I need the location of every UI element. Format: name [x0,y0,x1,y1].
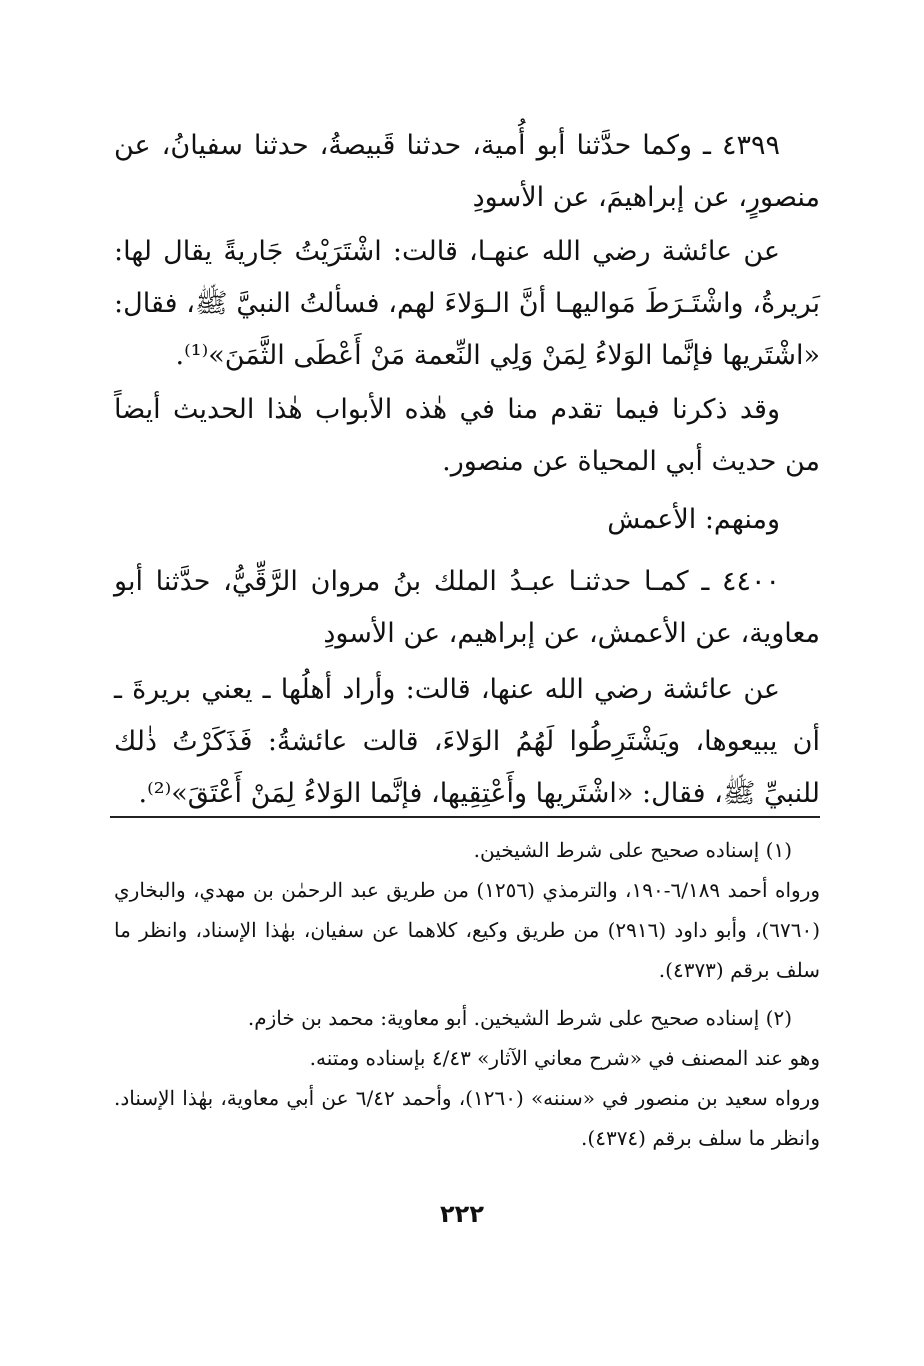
footnote-separator [110,816,820,818]
page-number: ٢٢٢ [440,1200,484,1228]
footnotes [114,830,820,1166]
section-heading-block [114,494,820,546]
footnote-2 [114,998,820,1158]
commentary-text: وقد ذكرنا فيما تقدم منا في هٰذه الأبواب هٰذا الحديث أيضاً من حديث أبي المحياة عن منصور. [114,394,820,477]
hadith-4399-matn-block [114,226,820,382]
hadith-4400-matn: عن عائشة رضي الله عنها، قالت: وأراد أهلُها ـ يعني بريرةَ ـ أن يبيعوها، ويَشْتَرِطُوا لَهُمُ الوَلاءَ، قالت عائشةُ: فَذَكَرْتُ ذٰلك للنبيِّ ﷺ، فقال: «اشْتَريها وأَعْتِقِيها، فإنَّما الوَلاءُ لِمَنْ أَعْتَقَ»⁽²⁾. [114,674,820,809]
footnote-2-line-1: (٢) إسناده صحيح على شرط الشيخين. أبو معاوية: محمد بن خازم. [247,1006,792,1030]
commentary-block [114,384,820,488]
hadith-4399-matn: عن عائشة رضي الله عنهـا، قالت: اشْتَرَيْتُ جَاريةً يقال لها: بَريرةُ، واشْتَـرَطَ مَواليهـا أنَّ الـوَلاءَ لهم، فسألتُ النبيَّ ﷺ، فقال: «اشْتَريها فإنَّما الوَلاءُ لِمَنْ وَلِي النِّعمة مَنْ أَعْطَى الثَّمَنَ»⁽¹⁾. [114,236,820,371]
hadith-4400-isnad: ٤٤٠٠ ـ كمـا حدثنـا عبـدُ الملك بنُ مروان الرَّقِّيُّ، حدَّثنا أبو معاوية، عن الأعمش، عن إبراهيم، عن الأسودِ [114,566,820,649]
footnote-1-line-1: (١) إسناده صحيح على شرط الشيخين. [473,838,792,862]
hadith-4399-isnad: ٤٣٩٩ ـ وكما حدَّثنا أبو أُمية، حدثنا قَبيصةُ، حدثنا سفيانُ، عن منصورٍ، عن إبراهيمَ، عن الأسودِ [114,130,820,213]
footnote-2-line-3: ورواه سعيد بن منصور في «سننه» (١٢٦٠)، وأحمد ٦/٤٢ عن أبي معاوية، بهٰذا الإسناد. وانظر ما سلف برقم (٤٣٧٤). [114,1086,820,1150]
footnote-2-line-2: وهو عند المصنف في «شرح معاني الآثار» ٤/٤٣ بإسناده ومتنه. [309,1046,820,1070]
hadith-4400-isnad-block [114,556,820,660]
hadith-4400-matn-block [114,664,820,820]
footnote-1 [114,830,820,990]
footnote-1-line-2: ورواه أحمد ٦/١٨٩-١٩٠، والترمذي (١٢٥٦) من طريق عبد الرحمٰن بن مهدي، والبخاري (٦٧٦٠)، وأبو داود (٢٩١٦) من طريق وكيع، كلاهما عن سفيان، بهٰذا الإسناد، وانظر ما سلف برقم (٤٣٧٣). [114,878,821,982]
section-heading: ومنهم: الأعمش [607,504,780,535]
hadith-4399-isnad-block [114,120,820,224]
